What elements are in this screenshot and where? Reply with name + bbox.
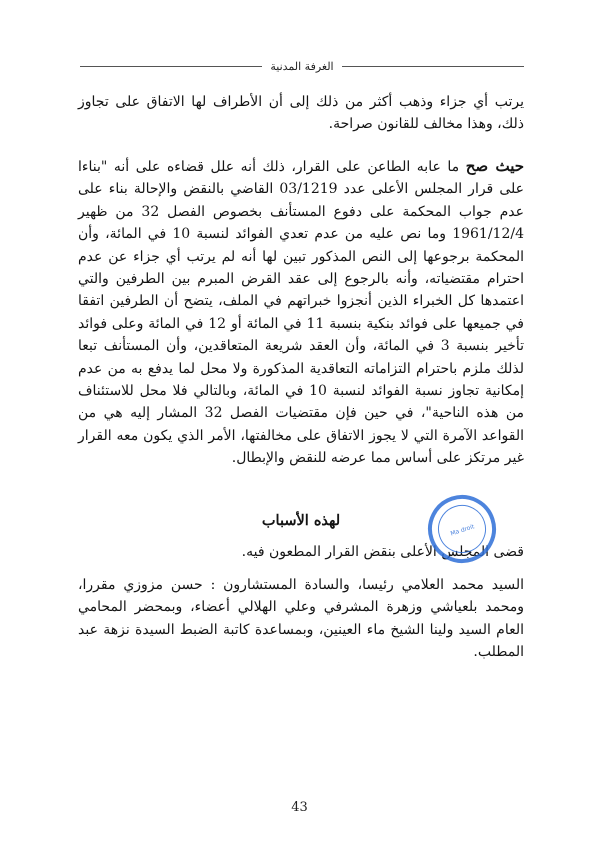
seal-inner-ring — [432, 499, 492, 559]
running-header — [80, 56, 524, 76]
seal-center-text: Ma droit — [449, 523, 476, 538]
header-rule-right — [342, 66, 524, 67]
panel-composition: السيد محمد العلامي رئيسا، والسادة المستشارون : حسن مزوزي مقررا، ومحمد بلعياشي وزهرة المشرفي وعلي الهلالي أعضاء، وبمحضر المحامي العام السيد ولينا الشيخ ماء العينين، وبمساعدة كاتبة الضبط السيدة نزهة عبد المطلب. — [78, 577, 524, 661]
seal-center-mark — [440, 512, 485, 545]
header-rule-left — [80, 66, 262, 67]
header-title: الغرفة المدنية — [270, 59, 334, 73]
paragraph-lead-phrase: حيث صح — [465, 157, 525, 175]
page-number: 43 — [291, 800, 308, 815]
decision-text: قضى المجلس الأعلى بنقض القرار المطعون فيه. — [241, 544, 524, 560]
paragraph-reasoning — [78, 155, 524, 470]
paragraph-continuation: يرتب أي جزاء وذهب أكثر من ذلك إلى أن الأطراف لها الاتفاق على تجاوز ذلك، وهذا مخالف للقانون صراحة. — [78, 94, 524, 133]
reasons-heading: لهذه الأسباب — [261, 512, 341, 529]
paragraph-reasoning-body: ما عابه الطاعن على القرار، ذلك أنه علل قضاءه على أنه "بناءا على قرار المجلس الأعلى عدد 03/1219 القاضي بالنقض والإحالة بناء على عدم جواب المحكمة على دفوع المستأنف بخصوص الفصل 32 من ظهير 1961/12/4 وما نص عليه من عدم تعدي الفوائد لنسبة 10 في المائة، وأن المحكمة برجوعها إلى النص المذكور تبين لها أنه لم يرتب أي جزاء عن عدم احترام مقتضياته، وأنه بالرجوع إلى عقد القرض المبرم بين الطرفين والتي اعتمدها كل الخبراء الذين أنجزوا خبراتهم في الملف، يتضح أن الطرفين اتفقا في جميعها على فوائد بنكية بنسبة 11 في المائة أو 12 في المائة وعلى فوائد تأخير بنسبة 3 في المائة، وأن العقد شريعة المتعاقدين، وأن المستأنف تبعا لذلك ملزم باحترام التزاماته التعاقدية المذكورة ولا محل لما يدفع به من عدم إمكانية تجاوز نسبة الفوائد لنسبة 10 في المائة، وبالتالي فلا محل للاستئناف من هذه الناحية"، في حين فإن مقتضيات الفصل 32 المشار إليه هي من القواعد الآمرة التي لا يجوز الاتفاق على مخالفتها، الأمر الذي يكون معه القرار غير مرتكز على أساس مما عرضه للنقض والإبطال. — [78, 159, 525, 467]
